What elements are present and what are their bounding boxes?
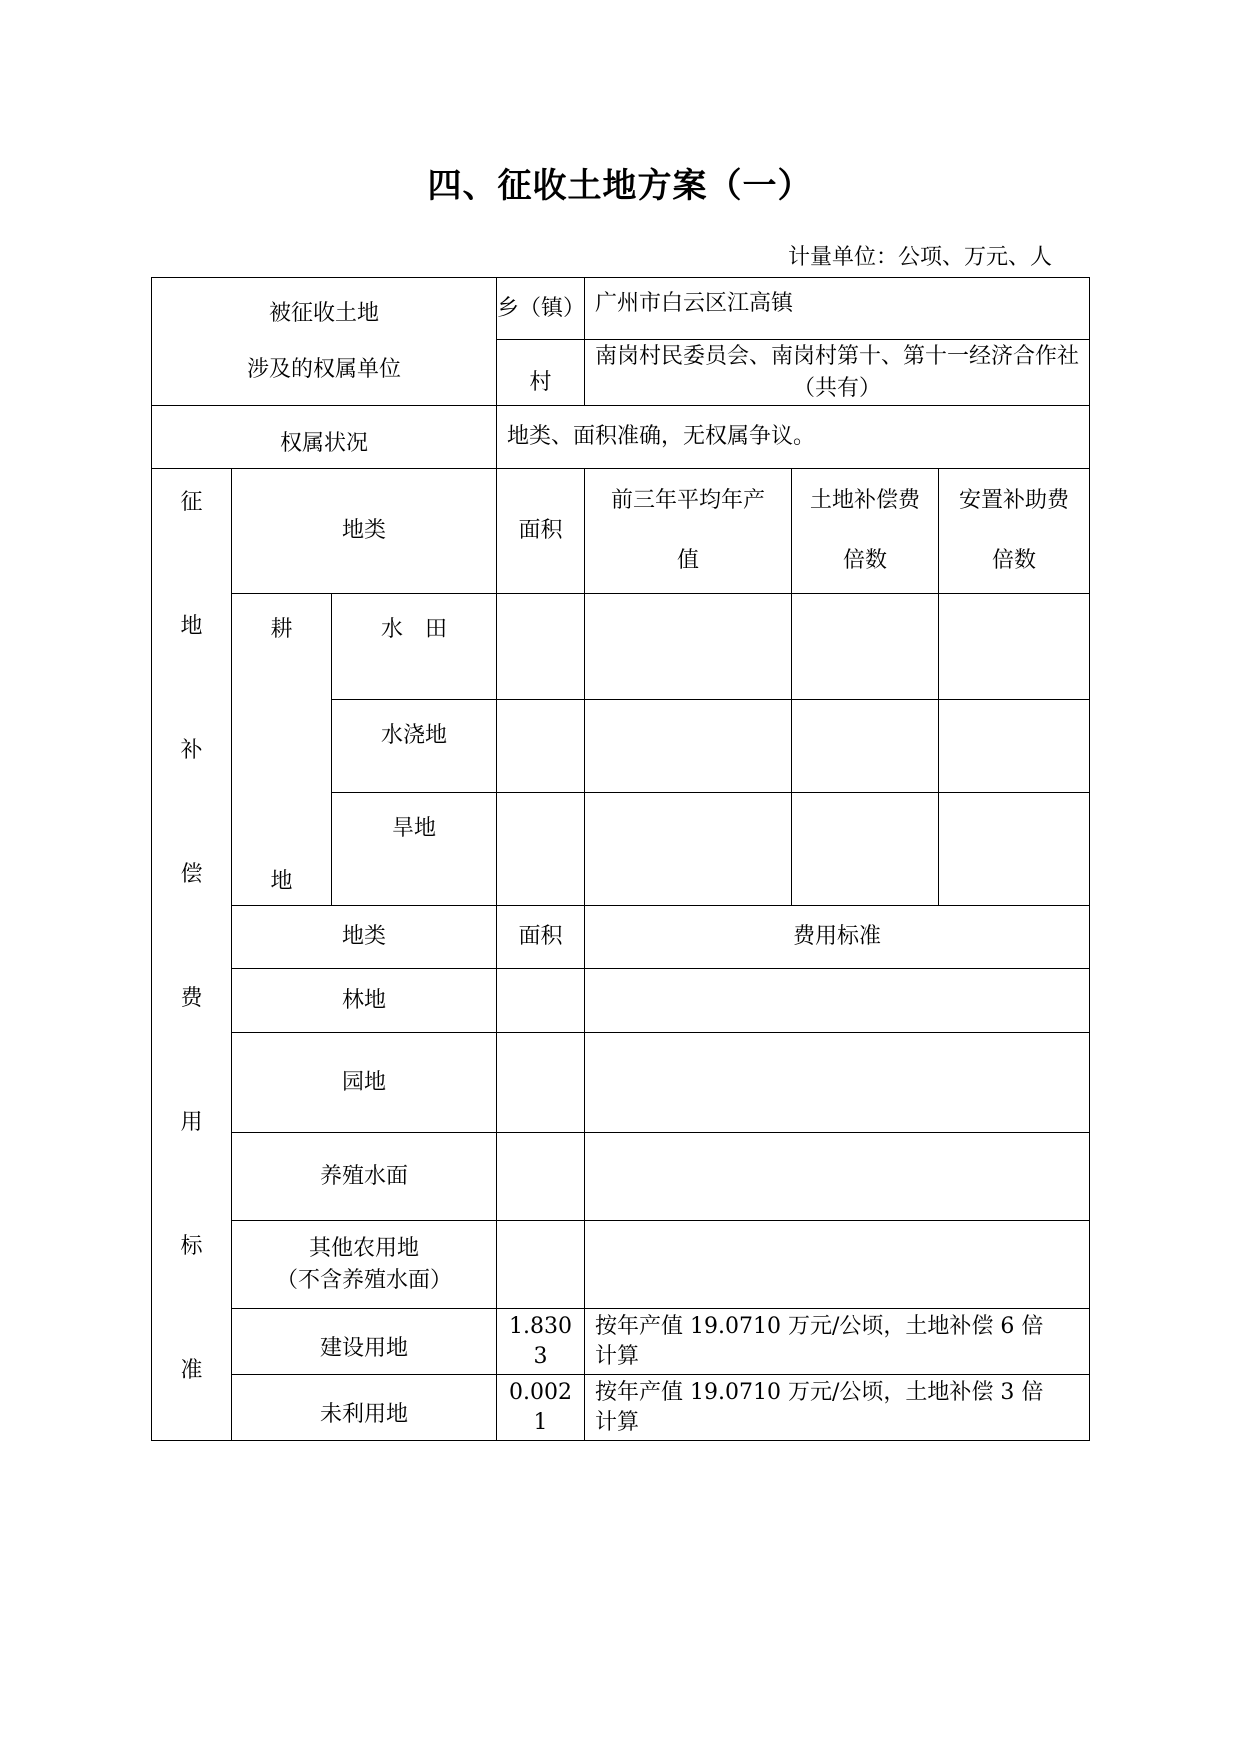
- ownership-status-label: 权属状况: [152, 406, 497, 469]
- farmland-comp: [792, 793, 939, 906]
- land-area: [497, 969, 585, 1033]
- owner-unit-label: [152, 278, 497, 406]
- land-type-other-agricultural: [232, 1221, 497, 1309]
- land-standard-unused-line2: 计算: [595, 1409, 640, 1435]
- header-land-comp-line1: 土地补偿费: [809, 488, 920, 513]
- village-value-line1: 南岗村民委员会、南岗村第十、第十一经济合作社: [594, 343, 1079, 369]
- farmland-label: [232, 594, 332, 906]
- land-standard: [585, 1033, 1090, 1133]
- header2-standard: 费用标准: [585, 906, 1090, 969]
- farmland-resettle: [939, 700, 1090, 793]
- header-land-comp-line2: 倍数: [842, 548, 887, 573]
- side-char: 准: [180, 1358, 203, 1383]
- side-char: 标: [180, 1234, 203, 1259]
- land-type-construction: 建设用地: [232, 1309, 497, 1375]
- header2-land-type: 地类: [232, 906, 497, 969]
- header-avg-output-line1: 前三年平均年产: [610, 488, 765, 513]
- land-standard: [585, 969, 1090, 1033]
- land-area: [497, 1133, 585, 1221]
- town-label: 乡（镇）: [497, 278, 585, 340]
- land-type-unused: 未利用地: [232, 1375, 497, 1441]
- farmland-avg: [585, 700, 792, 793]
- village-value-line2: （共有）: [792, 375, 881, 401]
- farmland-resettle: [939, 793, 1090, 906]
- land-standard-unused-line1: 按年产值 19.0710 万元/公顷，土地补偿 3 倍: [595, 1379, 1044, 1405]
- land-area-construction-line1: 1.830: [509, 1313, 572, 1339]
- village-label: 村: [497, 340, 585, 406]
- farmland-label-top: 耕: [270, 617, 293, 642]
- land-acquisition-table: [151, 277, 1090, 1441]
- header2-area: 面积: [497, 906, 585, 969]
- farmland-comp: [792, 594, 939, 700]
- land-area-unused-line1: 0.002: [509, 1379, 572, 1405]
- land-type-other-line1: 其他农用地: [308, 1235, 419, 1261]
- land-type-forest: 林地: [232, 969, 497, 1033]
- farmland-avg: [585, 594, 792, 700]
- header-avg-output-line2: 值: [676, 548, 699, 573]
- town-value: 广州市白云区江高镇: [585, 278, 1090, 340]
- land-standard: [585, 1221, 1090, 1309]
- land-area-unused: [497, 1375, 585, 1441]
- land-type-other-line2: （不含养殖水面）: [275, 1267, 452, 1293]
- farmland-area: [497, 594, 585, 700]
- side-char: 补: [180, 738, 203, 763]
- farmland-comp: [792, 700, 939, 793]
- side-char: 征: [180, 490, 203, 515]
- village-value: [585, 340, 1090, 406]
- side-char: 偿: [180, 862, 203, 887]
- land-area-construction-line2: 3: [533, 1343, 548, 1369]
- unit-note: 计量单位：公项、万元、人: [787, 245, 1052, 270]
- land-standard: [585, 1133, 1090, 1221]
- header-land-type: 地类: [232, 469, 497, 594]
- land-type-aquaculture: 养殖水面: [232, 1133, 497, 1221]
- farmland-avg: [585, 793, 792, 906]
- farmland-label-bottom: 地: [270, 869, 293, 894]
- land-area: [497, 1221, 585, 1309]
- land-standard-construction-line2: 计算: [595, 1343, 640, 1369]
- land-standard-construction-line1: 按年产值 19.0710 万元/公顷，土地补偿 6 倍: [595, 1313, 1044, 1339]
- side-char: 费: [180, 986, 203, 1011]
- ownership-status-value: 地类、面积准确，无权属争议。: [497, 406, 1090, 469]
- side-char: 用: [180, 1110, 203, 1135]
- header-resettle: [939, 469, 1090, 594]
- compensation-standard-side-label: [152, 469, 232, 1441]
- farmland-resettle: [939, 594, 1090, 700]
- header-resettle-line2: 倍数: [991, 548, 1036, 573]
- farmland-area: [497, 793, 585, 906]
- farmland-area: [497, 700, 585, 793]
- land-area-construction: [497, 1309, 585, 1375]
- owner-unit-label-line1: 被征收土地: [268, 300, 379, 326]
- land-type-garden: 园地: [232, 1033, 497, 1133]
- header-land-comp: [792, 469, 939, 594]
- header-area: 面积: [497, 469, 585, 594]
- owner-unit-label-line2: 涉及的权属单位: [246, 356, 401, 382]
- land-area-unused-line2: 1: [533, 1409, 548, 1435]
- land-standard-construction: [585, 1309, 1090, 1375]
- farmland-type-dry: 旱地: [332, 793, 497, 906]
- farmland-type-irrigated: 水浇地: [332, 700, 497, 793]
- header-resettle-line1: 安置补助费: [958, 488, 1069, 513]
- header-avg-output: [585, 469, 792, 594]
- land-area: [497, 1033, 585, 1133]
- farmland-type-paddy: 水 田: [332, 594, 497, 700]
- land-standard-unused: [585, 1375, 1090, 1441]
- side-char: 地: [180, 614, 203, 639]
- page-title: 四、征收土地方案（一）: [427, 166, 813, 206]
